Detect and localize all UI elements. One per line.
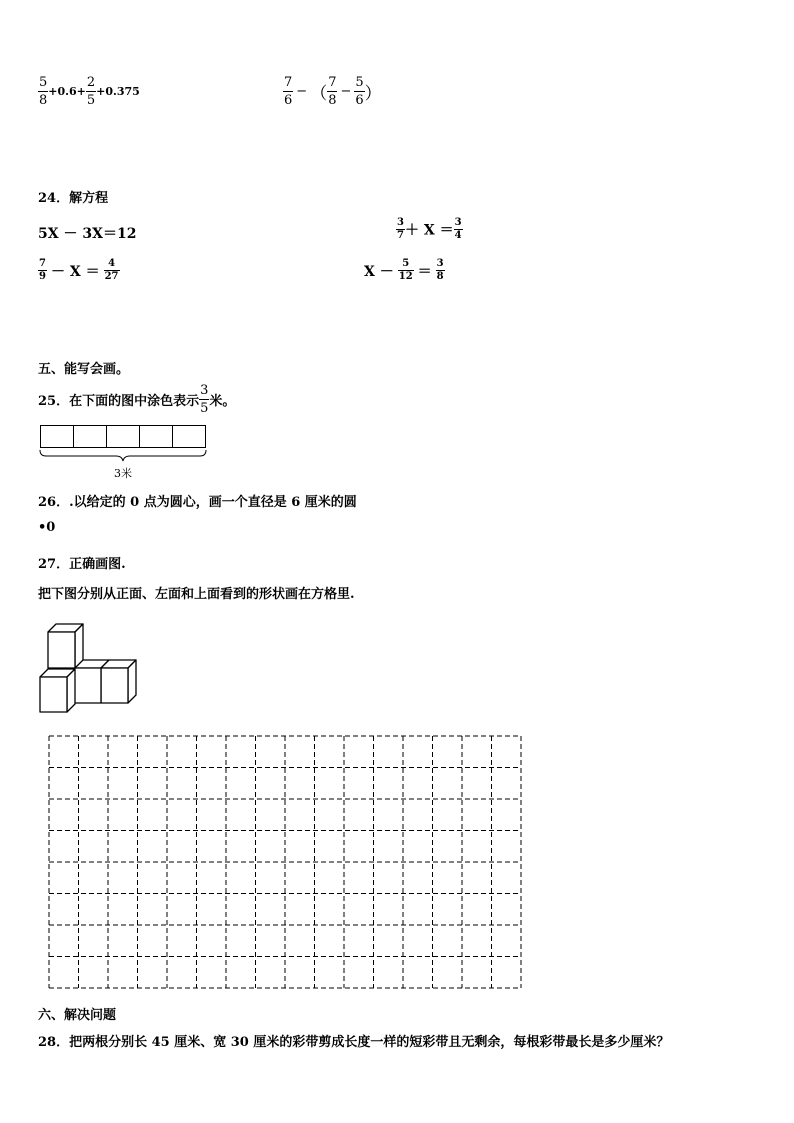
denominator: 4 (454, 230, 462, 241)
fraction (283, 76, 293, 107)
fraction (104, 259, 120, 282)
question-27-title: 27．正确画图. (38, 557, 126, 572)
operator-text: +0.375 (96, 85, 140, 98)
denominator: 12 (398, 271, 413, 282)
numerator: 7 (328, 75, 337, 90)
question-25-unit: 米。 (209, 394, 236, 409)
minus-sign: − (340, 84, 352, 99)
section-6-title: 六、解决问题 (38, 1008, 117, 1023)
section-5-title: 五、能写会画。 (38, 362, 130, 377)
fraction (199, 384, 209, 415)
denominator: 27 (104, 271, 119, 282)
brace (38, 449, 210, 463)
fraction (38, 259, 47, 282)
fraction (398, 259, 414, 282)
center-point: •0 (38, 520, 56, 535)
equation-text: ＋ X ＝ (404, 222, 454, 239)
cube-figure (38, 620, 138, 716)
numerator: 5 (355, 75, 364, 90)
segment-cell[interactable] (41, 426, 74, 447)
numerator: 7 (39, 258, 46, 269)
fraction (454, 218, 463, 241)
fraction (436, 259, 445, 282)
numerator: 2 (86, 75, 96, 90)
denominator: 6 (284, 93, 293, 108)
fraction (327, 76, 337, 107)
question-25-text: 25．在下面的图中涂色表示 (38, 394, 200, 409)
brace-label: 3米 (114, 467, 132, 480)
right-paren: ） (364, 84, 382, 104)
fraction (38, 76, 48, 107)
segment-cell[interactable] (173, 426, 205, 447)
dashed-grid[interactable] (48, 735, 522, 989)
segment-cell[interactable] (140, 426, 173, 447)
numerator: 3 (397, 217, 404, 228)
numerator: 7 (284, 75, 293, 90)
fraction (396, 218, 405, 241)
denominator: 8 (328, 93, 337, 108)
calc-expression-2 (283, 76, 382, 107)
equation-2 (396, 218, 463, 241)
equation-4 (364, 259, 445, 282)
numerator: 5 (402, 258, 410, 269)
operator-text: +0.6+ (48, 85, 86, 98)
calc-expression-1 (38, 76, 140, 107)
numerator: 5 (39, 75, 48, 90)
question-24-title: 24．解方程 (38, 191, 109, 206)
minus-sign: − (296, 84, 308, 99)
numerator: 3 (454, 217, 462, 228)
question-26: 26．.以给定的 0 点为圆心，画一个直径是 6 厘米的圆 (38, 495, 357, 510)
denominator: 8 (39, 93, 48, 108)
denominator: 5 (86, 93, 96, 108)
equation-1: 5X － 3X＝12 (38, 226, 137, 242)
denominator: 8 (436, 271, 444, 282)
numerator: 4 (108, 258, 116, 269)
question-25 (38, 384, 235, 415)
segment-cell[interactable] (107, 426, 140, 447)
equation-text: X － (364, 263, 394, 280)
fraction (86, 76, 96, 107)
equals-sign: ＝ (417, 263, 432, 280)
left-paren: （ (310, 84, 328, 104)
segment-cell[interactable] (74, 426, 107, 447)
numerator: 3 (200, 383, 209, 398)
denominator: 9 (39, 271, 46, 282)
fraction (354, 76, 364, 107)
denominator: 5 (200, 401, 209, 416)
equation-text: － X ＝ (50, 263, 100, 280)
denominator: 7 (397, 230, 404, 241)
denominator: 6 (355, 93, 364, 108)
question-27-instruction: 把下图分别从正面、左面和上面看到的形状画在方格里. (38, 587, 355, 602)
equation-3 (38, 259, 120, 282)
segment-bar[interactable] (40, 425, 206, 448)
question-28: 28．把两根分别长 45 厘米、宽 30 厘米的彩带剪成长度一样的短彩带且无剩余，每根彩带最长是多少厘米？ (38, 1035, 670, 1050)
numerator: 3 (436, 258, 444, 269)
